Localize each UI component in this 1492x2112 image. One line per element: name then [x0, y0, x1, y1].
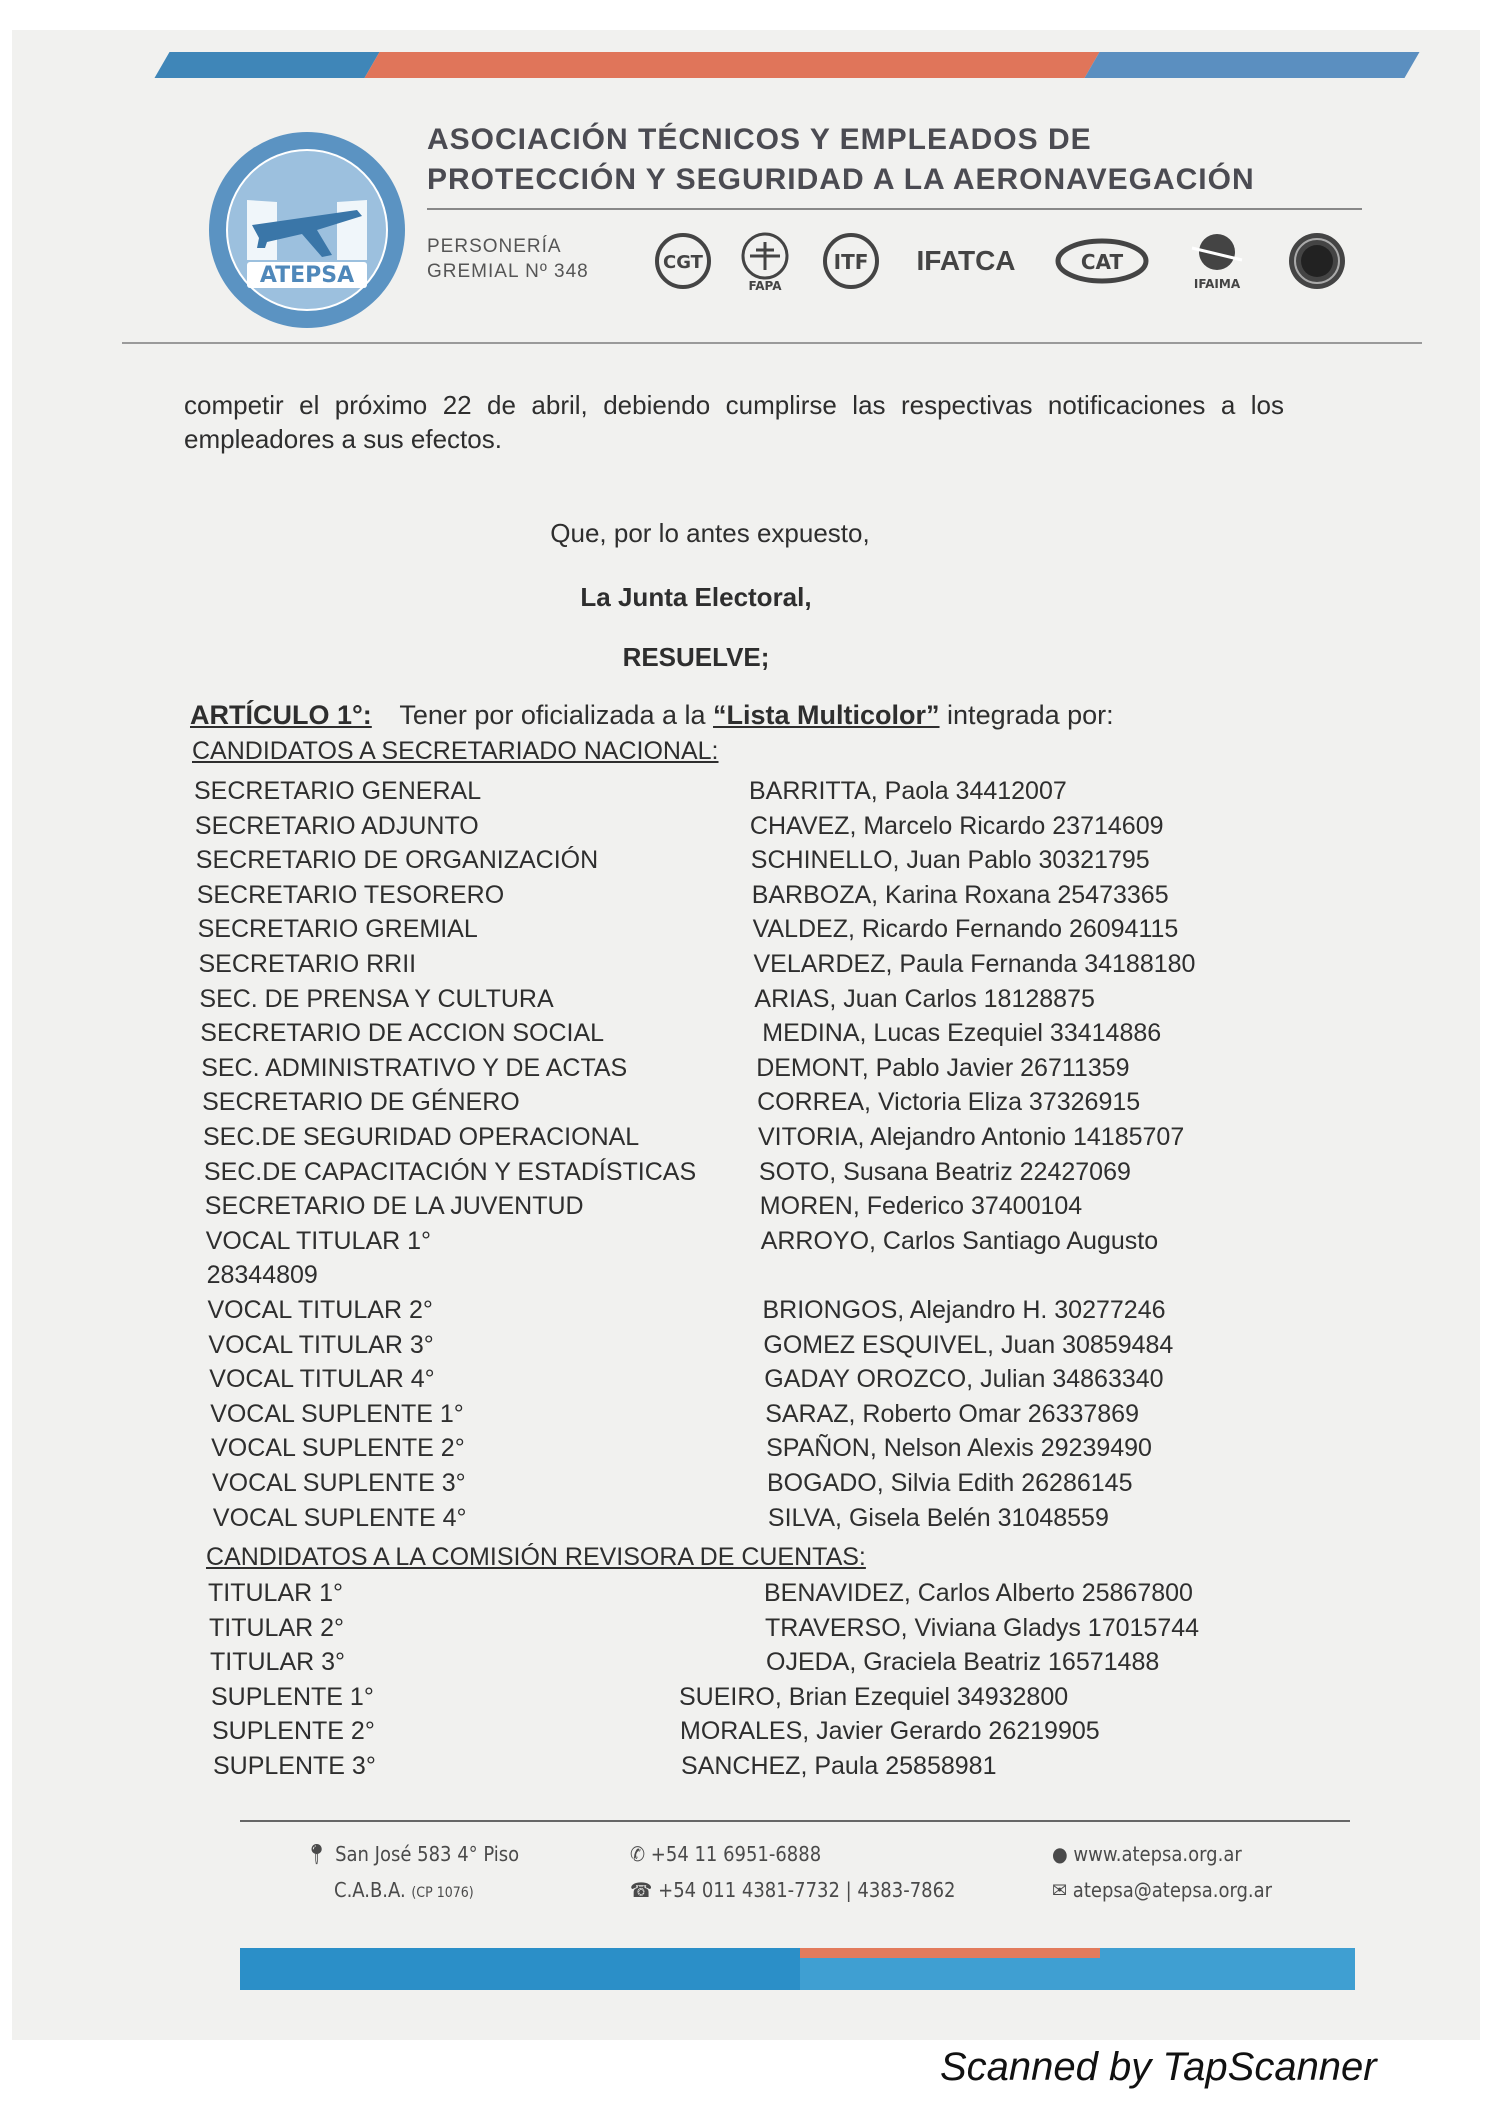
candidate-role: VOCAL TITULAR 1° [205, 1226, 432, 1255]
candidate-name: ARIAS, Juan Carlos 18128875 [754, 984, 1095, 1013]
article-text-before: Tener por oficializada a la [399, 700, 706, 730]
whatsapp-number: +54 11 6951-6888 [650, 1842, 822, 1866]
revisora-role: TITULAR 3° [210, 1648, 346, 1677]
revisora-name: MORALES, Javier Gerardo 26219905 [680, 1717, 1100, 1746]
candidate-role: VOCAL TITULAR 4° [209, 1365, 435, 1394]
candidate-name: VELARDEZ, Paula Fernanda 34188180 [753, 950, 1196, 978]
candidate-name: VALDEZ, Ricardo Fernando 26094115 [752, 915, 1179, 944]
candidate-role: VOCAL TITULAR 2° [207, 1296, 433, 1324]
web-block [1052, 1836, 1272, 1908]
revisora-name: SANCHEZ, Paula 25858981 [681, 1752, 997, 1780]
svg-text:CAT: CAT [1080, 250, 1124, 274]
candidate-role: VOCAL SUPLENTE 1° [210, 1399, 464, 1428]
globe-icon: ● [1052, 1842, 1068, 1866]
phone-icon: ☎ [630, 1878, 653, 1902]
list-name: “Lista Multicolor” [713, 700, 940, 730]
revisora-role: TITULAR 2° [209, 1613, 345, 1642]
revisora-role: TITULAR 1° [208, 1579, 344, 1607]
whatsapp-icon: ✆ [630, 1842, 646, 1866]
candidate-role: SECRETARIO RRII [198, 950, 417, 978]
candidate-role: SECRETARIO ADJUNTO [194, 811, 479, 840]
address-line1: San José 583 4° Piso [335, 1842, 520, 1866]
footer-divider [240, 1820, 1350, 1822]
address-cp: (CP 1076) [411, 1885, 474, 1901]
candidate-role: VOCAL SUPLENTE 4° [212, 1503, 467, 1532]
candidate-name: BRIONGOS, Alejandro H. 30277246 [762, 1296, 1166, 1324]
candidate-role: 28344809 [206, 1261, 318, 1290]
candidate-name: SPAÑON, Nelson Alexis 29239490 [766, 1434, 1152, 1463]
candidate-role: SECRETARIO TESORERO [196, 880, 505, 909]
candidate-role: SECRETARIO GENERAL [194, 777, 482, 805]
resuelve-heading: RESUELVE; [622, 642, 770, 672]
candidate-name: SARAZ, Roberto Omar 26337869 [765, 1399, 1139, 1428]
location-pin-icon: 📍︎ [304, 1842, 330, 1866]
ifatca-logo: IFATCA [916, 245, 1016, 276]
address-city: C.A.B.A. [334, 1878, 406, 1902]
organization-name-line1: ASOCIACIÓN TÉCNICOS Y EMPLEADOS DE [427, 123, 1092, 156]
phone-block [630, 1836, 955, 1908]
document-page [12, 30, 1480, 2040]
svg-text:FAPA: FAPA [748, 279, 782, 292]
candidate-role: VOCAL SUPLENTE 2° [211, 1434, 465, 1463]
article-label: ARTÍCULO 1°: [190, 700, 372, 730]
email-icon: ✉ [1052, 1878, 1068, 1902]
candidate-role: SECRETARIO DE LA JUVENTUD [204, 1192, 584, 1221]
candidate-role: SEC. DE PRENSA Y CULTURA [199, 984, 554, 1013]
revisora-name: TRAVERSO, Viviana Gladys 17015744 [765, 1613, 1200, 1642]
email-address: atepsa@atepsa.org.ar [1072, 1878, 1273, 1902]
candidate-role: SECRETARIO DE ACCION SOCIAL [200, 1019, 605, 1048]
candidate-name: ARROYO, Carlos Santiago Augusto [760, 1226, 1159, 1255]
revisora-name: SUEIRO, Brian Ezequiel 34932800 [679, 1682, 1069, 1711]
candidate-role: VOCAL TITULAR 3° [208, 1330, 434, 1359]
revisora-role: SUPLENTE 1° [211, 1682, 374, 1711]
secretariado-heading: CANDIDATOS A SECRETARIADO NACIONAL: [192, 737, 719, 765]
candidate-name: BARRITTA, Paola 34412007 [749, 777, 1067, 805]
article-1 [190, 698, 1114, 732]
revisora-role: SUPLENTE 3° [213, 1752, 376, 1780]
candidate-name: CHAVEZ, Marcelo Ricardo 23714609 [749, 811, 1164, 840]
candidate-name: SOTO, Susana Beatriz 22427069 [758, 1157, 1131, 1186]
candidate-role: SECRETARIO DE GÉNERO [202, 1088, 520, 1117]
candidate-role: SECRETARIO GREMIAL [197, 915, 478, 944]
candidate-name: BARBOZA, Karina Roxana 25473365 [751, 880, 1169, 909]
scanner-watermark: Scanned by TapScanner [940, 2045, 1377, 2089]
junta-electoral: La Junta Electoral, [580, 582, 812, 612]
candidate-name: MEDINA, Lucas Ezequiel 33414886 [762, 1019, 1162, 1048]
svg-text:IFAIMA: IFAIMA [1193, 277, 1241, 291]
svg-text:CGT: CGT [663, 252, 703, 273]
revisora-heading: CANDIDATOS A LA COMISIÓN REVISORA DE CUENTAS: [206, 1543, 866, 1571]
phone-number: +54 011 4381-7732 | 4383-7862 [658, 1878, 956, 1902]
candidate-name: SILVA, Gisela Belén 31048559 [767, 1503, 1109, 1532]
candidate-name: CORREA, Victoria Eliza 37326915 [757, 1088, 1141, 1117]
personeria-line2: GREMIAL Nº 348 [427, 261, 589, 282]
revisora-role: SUPLENTE 2° [212, 1717, 375, 1746]
candidate-name: BOGADO, Silvia Edith 26286145 [767, 1469, 1133, 1497]
candidate-name: MOREN, Federico 37400104 [759, 1192, 1083, 1221]
intro-paragraph: competir el próximo 22 de abril, debiendo cumplirse las respectivas notificaciones a los empleadores a sus efectos. [184, 390, 1284, 454]
personeria-line1: PERSONERÍA [427, 236, 562, 257]
considerando-line: Que, por lo antes expuesto, [550, 518, 870, 548]
candidate-role: SEC.DE CAPACITACIÓN Y ESTADÍSTICAS [203, 1157, 697, 1186]
address-block [304, 1836, 519, 1911]
document-body [12, 30, 1480, 1830]
candidate-name: GOMEZ ESQUIVEL, Juan 30859484 [763, 1330, 1174, 1359]
svg-text:ITF: ITF [833, 250, 869, 274]
candidate-name: VITORIA, Alejandro Antonio 14185707 [758, 1123, 1185, 1151]
candidate-name: GADAY OROZCO, Julian 34863340 [764, 1365, 1164, 1394]
candidate-role: VOCAL SUPLENTE 3° [212, 1469, 466, 1497]
candidate-name: DEMONT, Pablo Javier 26711359 [756, 1053, 1130, 1082]
revisora-name: BENAVIDEZ, Carlos Alberto 25867800 [764, 1579, 1193, 1607]
candidate-role: SEC.DE SEGURIDAD OPERACIONAL [203, 1123, 640, 1151]
footer-color-band [240, 1948, 1355, 1990]
revisora-name: OJEDA, Graciela Beatriz 16571488 [766, 1648, 1160, 1677]
article-text-after: integrada por: [947, 700, 1114, 730]
svg-text:ATEPSA: ATEPSA [259, 263, 355, 288]
candidate-role: SEC. ADMINISTRATIVO Y DE ACTAS [201, 1053, 628, 1082]
organization-name-line2: PROTECCIÓN Y SEGURIDAD A LA AERONAVEGACIÓN [427, 163, 1255, 196]
candidate-role: SECRETARIO DE ORGANIZACIÓN [195, 846, 599, 875]
website: www.atepsa.org.ar [1073, 1842, 1242, 1866]
candidate-name: SCHINELLO, Juan Pablo 30321795 [750, 846, 1150, 875]
